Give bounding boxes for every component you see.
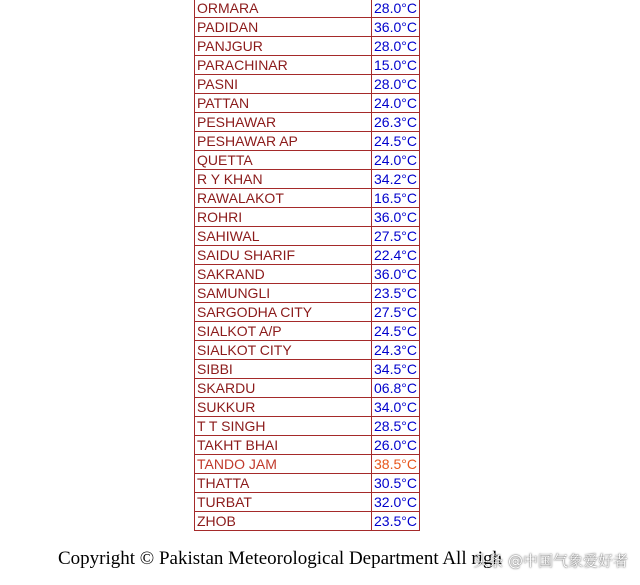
station-name-cell: PASNI	[195, 75, 372, 94]
table-row	[195, 455, 420, 474]
table-row	[195, 246, 420, 265]
table-row	[195, 151, 420, 170]
station-name-cell: RAWALAKOT	[195, 189, 372, 208]
table-row	[195, 94, 420, 113]
station-name-cell: PESHAWAR AP	[195, 132, 372, 151]
temperature-cell: 28.0°C	[372, 0, 420, 18]
temperature-cell: 28.0°C	[372, 37, 420, 56]
temperature-cell: 16.5°C	[372, 189, 420, 208]
temperature-cell: 30.5°C	[372, 474, 420, 493]
table-row	[195, 436, 420, 455]
table-row	[195, 189, 420, 208]
station-name-cell: PADIDAN	[195, 18, 372, 37]
temperature-cell: 36.0°C	[372, 208, 420, 227]
temperature-cell: 34.2°C	[372, 170, 420, 189]
temperature-cell: 27.5°C	[372, 227, 420, 246]
station-name-cell: SAHIWAL	[195, 227, 372, 246]
table-row	[195, 227, 420, 246]
temperature-cell: 22.4°C	[372, 246, 420, 265]
station-name-cell: SAKRAND	[195, 265, 372, 284]
temperature-cell: 26.0°C	[372, 436, 420, 455]
table-row	[195, 417, 420, 436]
temperature-cell: 15.0°C	[372, 56, 420, 75]
station-name-cell: SKARDU	[195, 379, 372, 398]
table-row	[195, 0, 420, 18]
copyright-footer: Copyright © Pakistan Meteorological Department All righ	[58, 548, 502, 569]
station-name-cell: PARACHINAR	[195, 56, 372, 75]
table-row	[195, 113, 420, 132]
station-name-cell: TANDO JAM	[195, 455, 372, 474]
temperature-cell: 28.5°C	[372, 417, 420, 436]
temperature-cell: 26.3°C	[372, 113, 420, 132]
temperature-cell: 24.3°C	[372, 341, 420, 360]
station-name-cell: SIALKOT A/P	[195, 322, 372, 341]
temperature-table-body	[195, 0, 420, 531]
station-name-cell: TAKHT BHAI	[195, 436, 372, 455]
station-name-cell: ORMARA	[195, 0, 372, 18]
temperature-cell: 36.0°C	[372, 265, 420, 284]
station-name-cell: T T SINGH	[195, 417, 372, 436]
temperature-cell: 36.0°C	[372, 18, 420, 37]
station-name-cell: SUKKUR	[195, 398, 372, 417]
station-name-cell: SAIDU SHARIF	[195, 246, 372, 265]
station-name-cell: SARGODHA CITY	[195, 303, 372, 322]
station-name-cell: SIBBI	[195, 360, 372, 379]
table-row	[195, 170, 420, 189]
station-name-cell: PATTAN	[195, 94, 372, 113]
station-name-cell: ZHOB	[195, 512, 372, 531]
temperature-cell: 34.5°C	[372, 360, 420, 379]
temperature-cell: 23.5°C	[372, 512, 420, 531]
temperature-cell: 24.0°C	[372, 151, 420, 170]
table-row	[195, 132, 420, 151]
station-name-cell: SIALKOT CITY	[195, 341, 372, 360]
table-row	[195, 303, 420, 322]
table-row	[195, 284, 420, 303]
station-name-cell: PANJGUR	[195, 37, 372, 56]
temperature-cell: 24.0°C	[372, 94, 420, 113]
station-name-cell: QUETTA	[195, 151, 372, 170]
table-row	[195, 75, 420, 94]
station-name-cell: PESHAWAR	[195, 113, 372, 132]
table-row	[195, 341, 420, 360]
table-row	[195, 474, 420, 493]
table-row	[195, 512, 420, 531]
temperature-table	[194, 0, 420, 531]
temperature-cell: 38.5°C	[372, 455, 420, 474]
table-row	[195, 493, 420, 512]
station-name-cell: R Y KHAN	[195, 170, 372, 189]
table-row	[195, 379, 420, 398]
temperature-cell: 24.5°C	[372, 132, 420, 151]
station-name-cell: ROHRI	[195, 208, 372, 227]
table-row	[195, 56, 420, 75]
temperature-cell: 32.0°C	[372, 493, 420, 512]
table-row	[195, 37, 420, 56]
table-row	[195, 18, 420, 37]
station-name-cell: TURBAT	[195, 493, 372, 512]
table-row	[195, 360, 420, 379]
temperature-cell: 28.0°C	[372, 75, 420, 94]
table-row	[195, 322, 420, 341]
station-name-cell: THATTA	[195, 474, 372, 493]
temperature-cell: 06.8°C	[372, 379, 420, 398]
station-name-cell: SAMUNGLI	[195, 284, 372, 303]
temperature-cell: 24.5°C	[372, 322, 420, 341]
temperature-cell: 23.5°C	[372, 284, 420, 303]
watermark: 头条 @中国气象爱好者	[473, 552, 628, 570]
table-row	[195, 265, 420, 284]
temperature-cell: 27.5°C	[372, 303, 420, 322]
table-row	[195, 398, 420, 417]
table-row	[195, 208, 420, 227]
temperature-cell: 34.0°C	[372, 398, 420, 417]
